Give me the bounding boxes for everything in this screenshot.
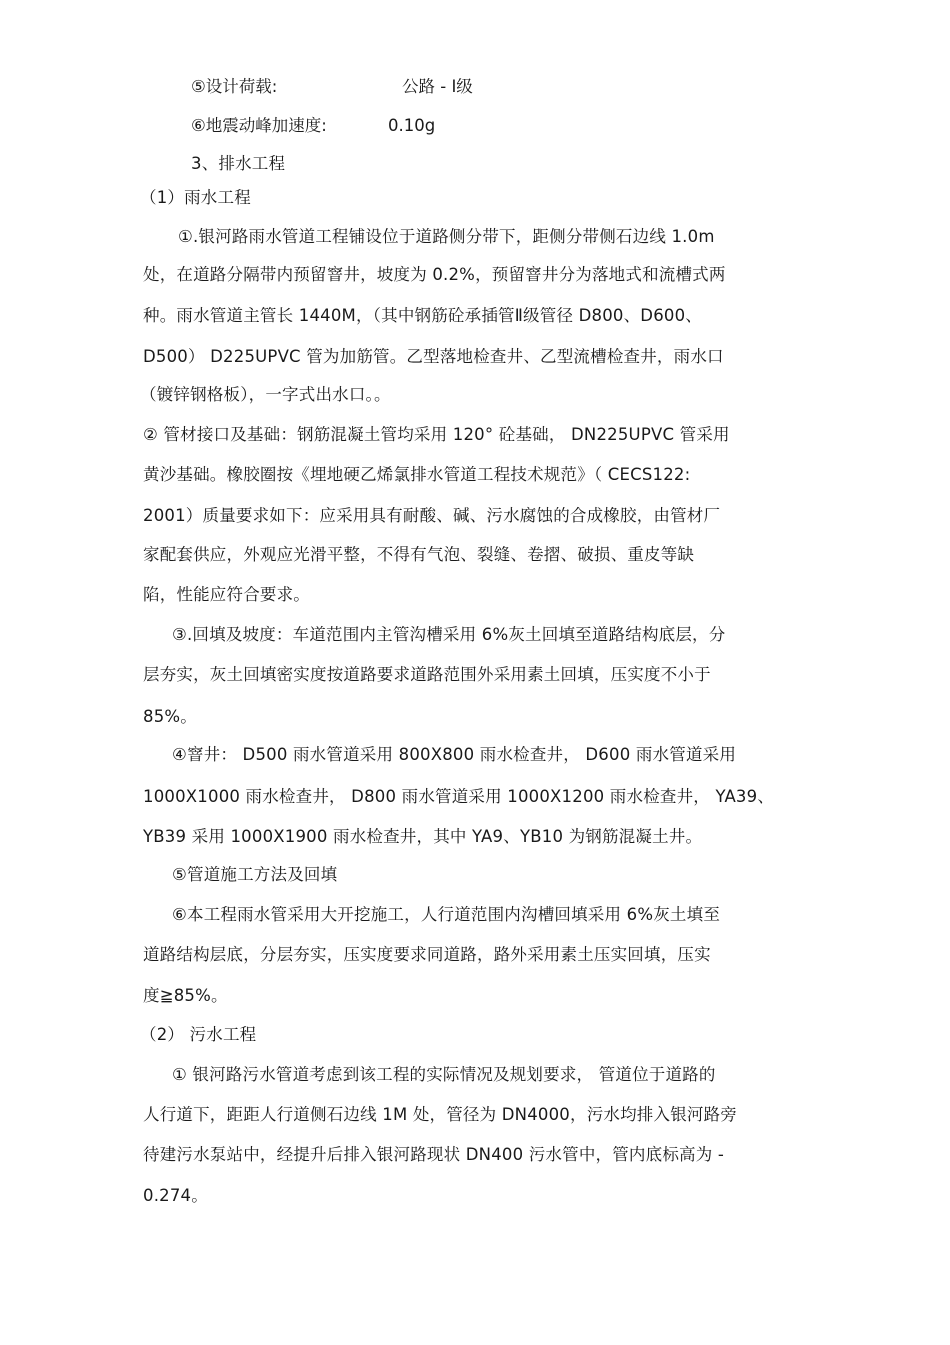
heading-sewage: （2） 污水工程 xyxy=(140,1025,257,1044)
paragraph-line: 陷，性能应符合要求。 xyxy=(143,585,310,604)
section-title-drainage: 3、排水工程 xyxy=(191,154,286,173)
paragraph-line: （镀锌钢格板），一字式出水口。。 xyxy=(140,385,391,404)
paragraph-line: ⑥本工程雨水管采用大开挖施工，人行道范围内沟槽回填采用 6%灰土填至 xyxy=(172,905,721,924)
heading-rain-water: （1）雨水工程 xyxy=(140,188,251,207)
paragraph-line: ③.回填及坡度：车道范围内主管沟槽采用 6%灰土回填至道路结构底层，分 xyxy=(172,625,726,644)
paragraph-line: 0.274。 xyxy=(143,1186,208,1205)
paragraph-line: 2001）质量要求如下：应采用具有耐酸、碱、污水腐蚀的合成橡胶，由管材厂 xyxy=(143,506,721,525)
paragraph-line: ④窨井： D500 雨水管道采用 800X800 雨水检查井， D600 雨水管道采用 xyxy=(172,745,737,764)
paragraph-line: 处，在道路分隔带内预留窨井，坡度为 0.2%，预留窨井分为落地式和流槽式两 xyxy=(143,265,726,284)
paragraph-line: 人行道下，距距人行道侧石边线 1M 处，管径为 DN4000，污水均排入银河路旁 xyxy=(143,1105,738,1124)
paragraph-line: D500） D225UPVC 管为加筋管。乙型落地检查井、乙型流槽检查井，雨水口 xyxy=(143,347,724,366)
seismic-acceleration-value: 0.10g xyxy=(388,116,436,135)
paragraph-line: 黄沙基础。橡胶圈按《埋地硬乙烯氯排水管道工程技术规范》（ CECS122: xyxy=(143,465,691,484)
design-load-label: ⑤设计荷载: xyxy=(191,77,278,96)
paragraph-line: 道路结构层底，分层夯实，压实度要求同道路，路外采用素土压实回填，压实 xyxy=(143,945,711,964)
paragraph-line: 待建污水泵站中，经提升后排入银河路现状 DN400 污水管中，管内底标高为 - xyxy=(143,1145,725,1164)
paragraph-line: 种。雨水管道主管长 1440M，（其中钢筋砼承插管Ⅱ级管径 D800、D600、 xyxy=(143,306,702,325)
paragraph-line: 度≧85%。 xyxy=(143,986,228,1005)
paragraph-line: YB39 采用 1000X1900 雨水检查井，其中 YA9、YB10 为钢筋混凝土井。 xyxy=(143,827,703,846)
seismic-acceleration-label: ⑥地震动峰加速度: xyxy=(191,116,327,135)
design-load-value: 公路 - Ⅰ级 xyxy=(402,77,473,96)
paragraph-line: 层夯实，灰土回填密实度按道路要求道路范围外采用素土回填，压实度不小于 xyxy=(143,665,711,684)
paragraph-line: 家配套供应，外观应光滑平整，不得有气泡、裂缝、卷摺、破损、重皮等缺 xyxy=(143,545,695,564)
paragraph-rain-5: ⑤管道施工方法及回填 xyxy=(172,865,338,884)
paragraph-line: 1000X1000 雨水检查井， D800 雨水管道采用 1000X1200 雨水检查井， YA39、 xyxy=(143,787,775,806)
paragraph-line: ② 管材接口及基础：钢筋混凝土管均采用 120° 砼基础， DN225UPVC 管采用 xyxy=(143,425,730,444)
paragraph-line: ① 银河路污水管道考虑到该工程的实际情况及规划要求， 管道位于道路的 xyxy=(172,1065,716,1084)
paragraph-line: ①.银河路雨水管道工程铺设位于道路侧分带下，距侧分带侧石边线 1.0m xyxy=(178,227,715,246)
paragraph-line: 85%。 xyxy=(143,707,197,726)
